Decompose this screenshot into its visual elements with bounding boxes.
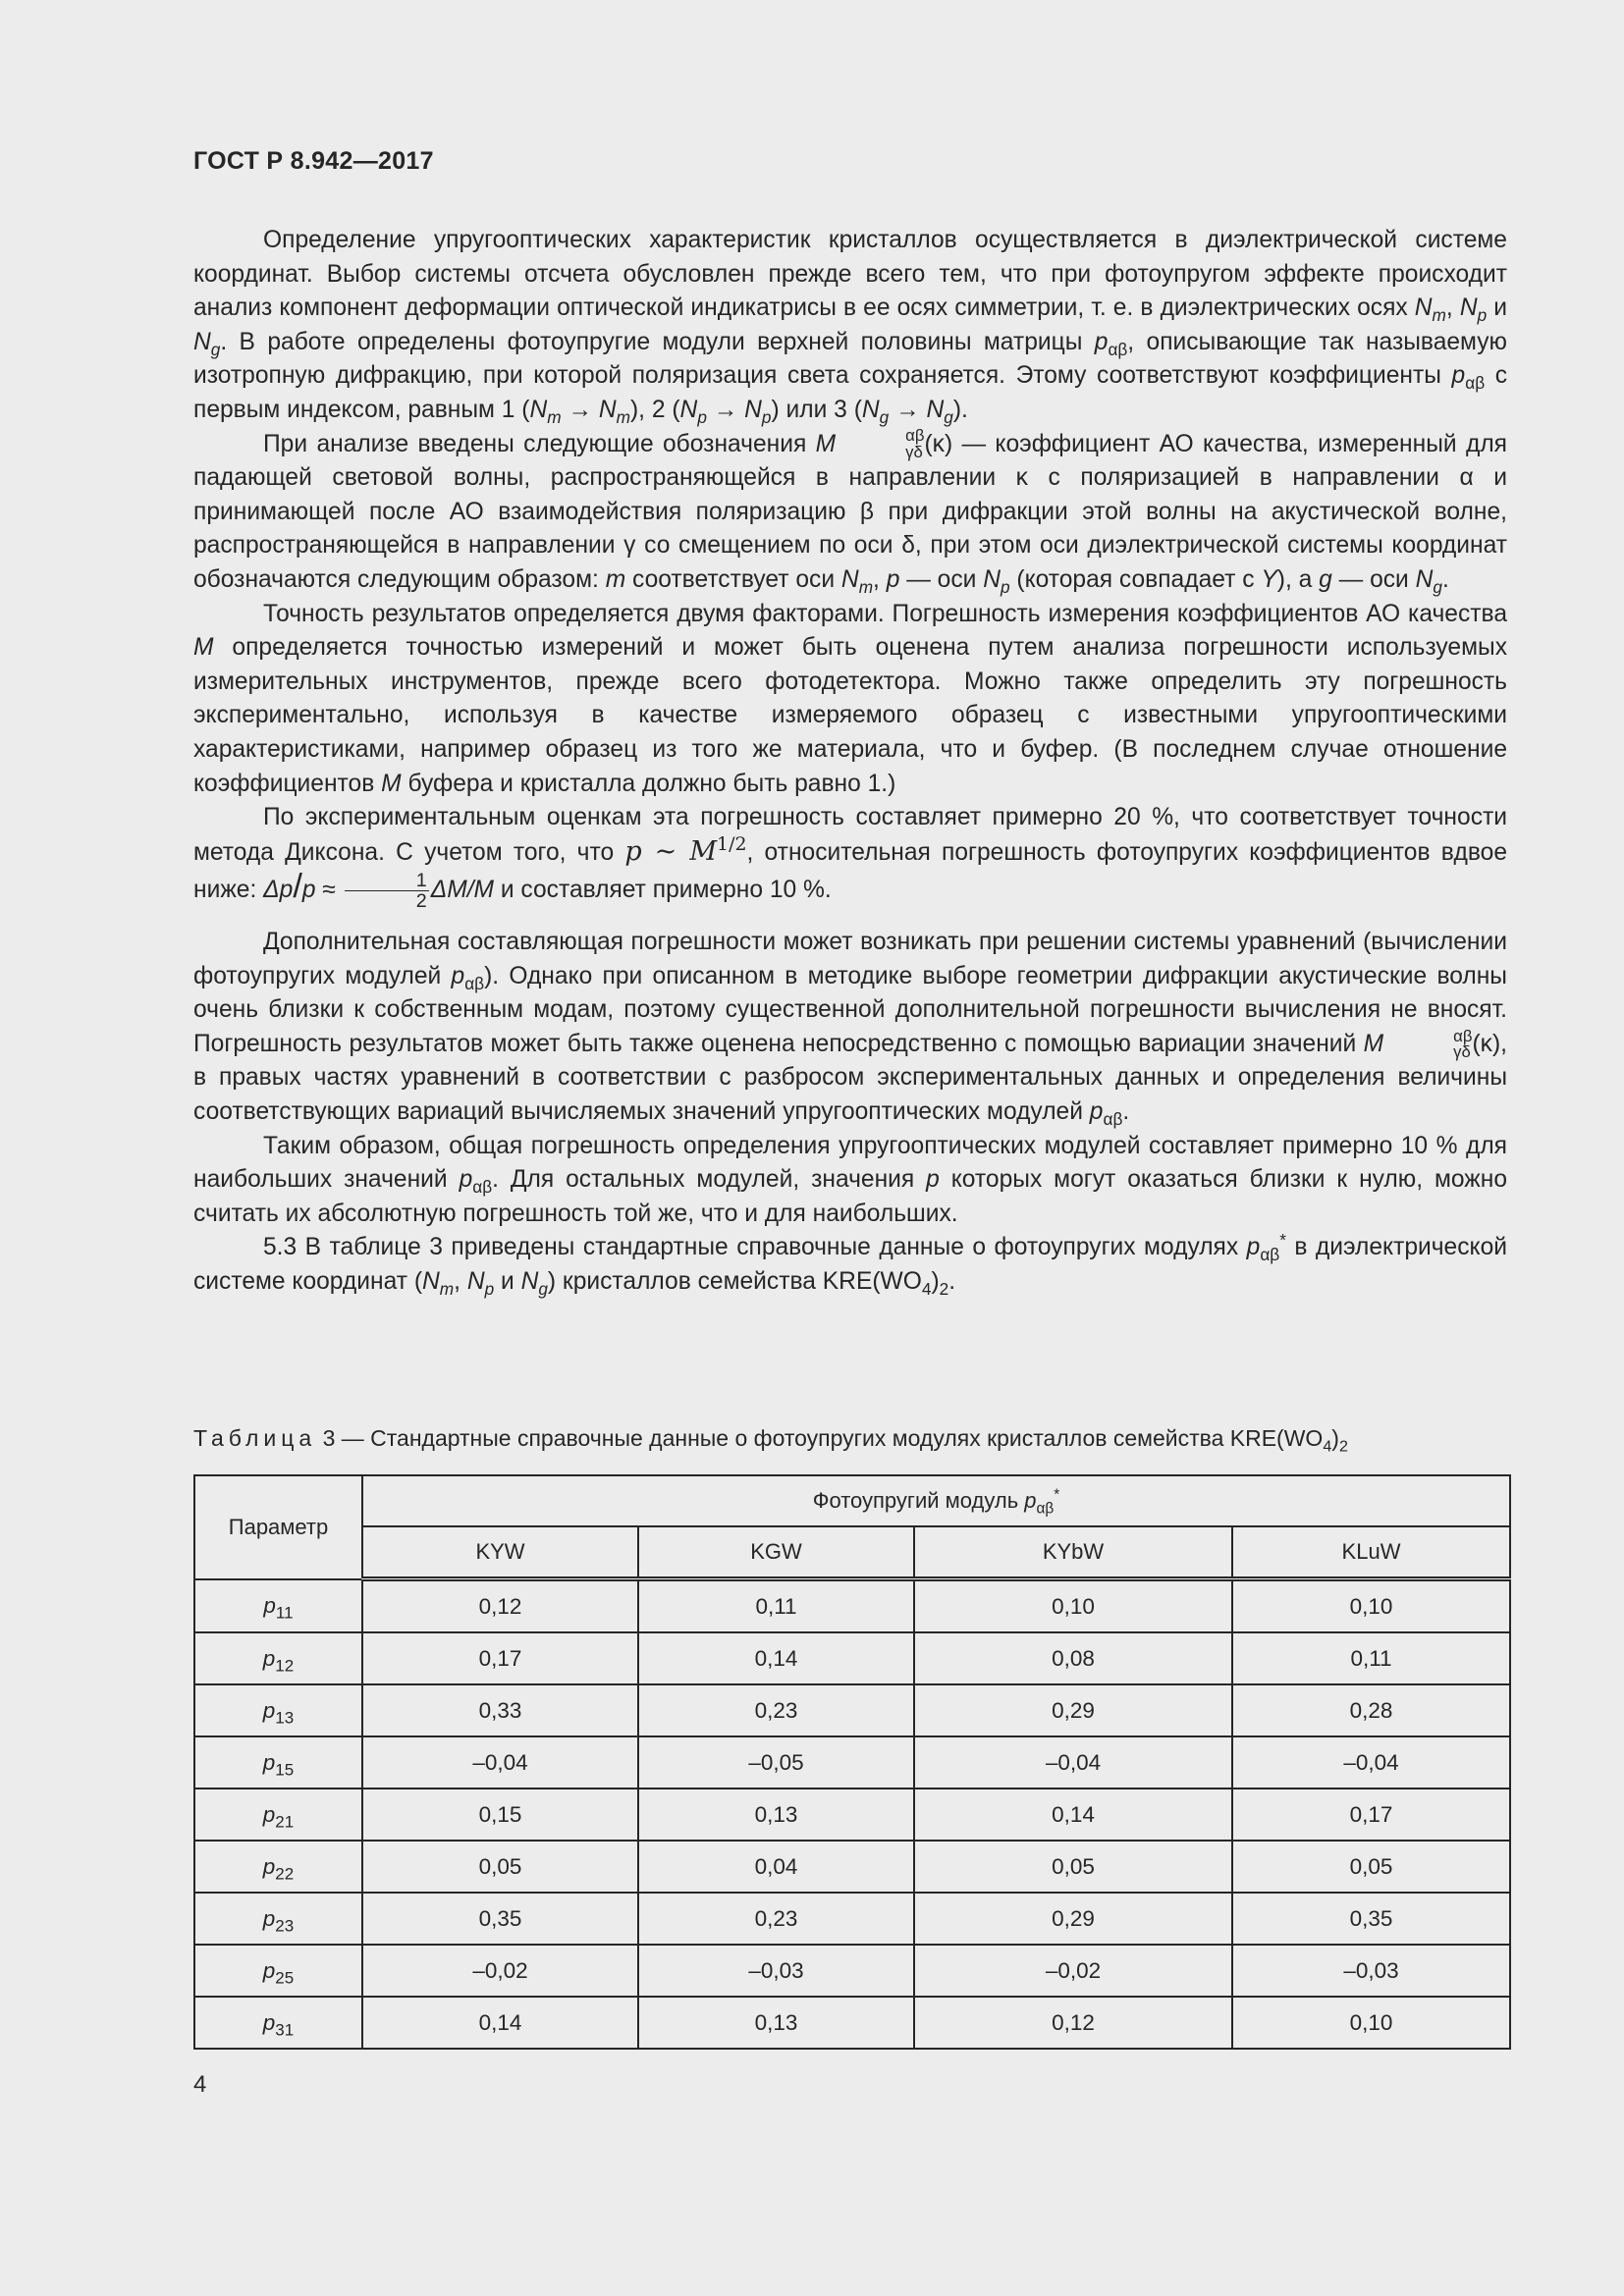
value-cell: –0,03	[1232, 1945, 1510, 1997]
table-row	[194, 1736, 1510, 1789]
value-cell: 0,14	[914, 1789, 1232, 1841]
paragraph-total-error: Таким образом, общая погрешность определения упругооптических модулей составляет примерно 10 % для наибольших значений $p_{\alpha\beta}$. Для остальных модулей, значения p которых могут оказаться близки к нулю, можно считать их абсолютную погрешность той же, что и для наибольших.	[193, 1132, 1507, 1227]
value-cell: –0,05	[638, 1736, 914, 1789]
column-header-parameter: Параметр	[194, 1475, 362, 1579]
value-cell: –0,03	[638, 1945, 914, 1997]
value-cell: 0,13	[638, 1997, 914, 2049]
value-cell: 0,05	[1232, 1841, 1510, 1893]
document-body	[193, 224, 1507, 1299]
paragraph-dixon-estimate: По экспериментальным оценкам эта погрешность составляет примерно 20 %, что соответствует точности метода Диксона. С учетом того, что p ~ $M^{1/2}$, относительная погрешность фотоупругих коэффициентов вдвое ниже: Δp/p ≈ $\frac{1}{2}$ ΔM/M и составляет примерно 10 %.	[193, 804, 1508, 913]
column-header-kybw: KYbW	[914, 1526, 1232, 1579]
value-cell: 0,28	[1232, 1684, 1510, 1736]
param-cell: $p_{11}$	[194, 1579, 362, 1633]
param-cell: $p_{22}$	[194, 1841, 362, 1893]
paragraph-accuracy: Точность результатов определяется двумя факторами. Погрешность измерения коэффициентов АО качества M определяется точностью измерений и может быть оценена путем анализа погрешности используемых измерительных инструментов, прежде всего фотодетектора. Можно также определить эту погрешность экспериментально, используя в качестве измеряемого образец с известными упругооптическими характеристиками, например образец из того же материала, что и буфер. (В последнем случае отношение коэффициентов M буфера и кристалла должно быть равно 1.)	[193, 600, 1507, 797]
table-caption: Таблица 3 — Стандартные справочные данные о фотоупругих модулях кристаллов семейства $KRE(WO_4)_2$	[193, 1425, 1348, 1456]
value-cell: 0,23	[638, 1684, 914, 1736]
param-cell: $p_{23}$	[194, 1893, 362, 1945]
param-cell: $p_{25}$	[194, 1945, 362, 1997]
value-cell: 0,17	[362, 1632, 638, 1684]
table-row	[194, 1684, 1510, 1736]
value-cell: 0,23	[638, 1893, 914, 1945]
paragraph-coordinate-system: Определение упругооптических характеристик кристаллов осуществляется в диэлектрической системе координат. Выбор системы отсчета обусловлен прежде всего тем, что при фотоупругом эффекте происходит анализ компонент деформации оптической индикатрисы в ее осях симметрии, т. е. в диэлектрических осях $N_m$, $N_p$ и $N_g$. В работе определены фотоупругие модули верхней половины матрицы $p_{\alpha\beta}$, описывающие так называемую изотропную дифракцию, при которой поляризация света сохраняется. Этому соответствуют коэффициенты $p_{\alpha\beta}$ с первым индексом, равным 1 $(N_m \to N_m)$, 2 $(N_p \to N_p)$ или 3 $(N_g \to N_g)$.	[193, 227, 1508, 427]
value-cell: 0,14	[638, 1632, 914, 1684]
column-header-kluw: KLuW	[1232, 1526, 1510, 1579]
table-row	[194, 1789, 1510, 1841]
formula-p-sim-m: p ~ $M^{1/2}$	[624, 832, 747, 867]
value-cell: 0,10	[1232, 1579, 1510, 1633]
value-cell: –0,04	[1232, 1736, 1510, 1789]
table-row	[194, 1893, 1510, 1945]
paragraph-section-5-3: 5.3 В таблице 3 приведены стандартные справочные данные о фотоупругих модулях $p_{\alpha\beta}^*$ в диэлектрической системе координат ($N_m$, $N_p$ и $N_g$) кристаллов семейства $KRE(WO_4)_2$.	[193, 1230, 1507, 1299]
table-row	[194, 1579, 1510, 1633]
value-cell: 0,11	[1232, 1632, 1510, 1684]
param-cell: $p_{12}$	[194, 1632, 362, 1684]
value-cell: 0,29	[914, 1893, 1232, 1945]
value-cell: 0,05	[362, 1841, 638, 1893]
value-cell: 0,08	[914, 1632, 1232, 1684]
value-cell: –0,02	[362, 1945, 638, 1997]
value-cell: 0,11	[638, 1579, 914, 1633]
column-group-header: Фотоупругий модуль $p_{\alpha\beta}^*$	[362, 1475, 1510, 1526]
param-cell: $p_{21}$	[194, 1789, 362, 1841]
value-cell: 0,10	[914, 1579, 1232, 1633]
value-cell: 0,29	[914, 1684, 1232, 1736]
table-row	[194, 1632, 1510, 1684]
formula-relative-error: Δp/p ≈ $\frac{1}{2}$ ΔM/M	[263, 868, 495, 913]
value-cell: –0,04	[914, 1736, 1232, 1789]
value-cell: 0,04	[638, 1841, 914, 1893]
value-cell: 0,17	[1232, 1789, 1510, 1841]
param-cell: $p_{15}$	[194, 1736, 362, 1789]
value-cell: 0,10	[1232, 1997, 1510, 2049]
value-cell: 0,13	[638, 1789, 914, 1841]
document-header: ГОСТ Р 8.942—2017	[193, 147, 434, 175]
value-cell: 0,35	[1232, 1893, 1510, 1945]
value-cell: 0,35	[362, 1893, 638, 1945]
table-row	[194, 1945, 1510, 1997]
paragraph-notation: При анализе введены следующие обозначения M αβ γδ (κ) — коэффициент АО качества, измеренный для падающей световой волны, распространяющейся в направлении κ с поляризацией в направлении α и принимающей после АО взаимодействия поляризацию β при дифракции этой волны на акустической волне, распространяющейся в направлении γ со смещением по оси δ, при этом оси диэлектрической системы координат обозначаются следующим образом: m соответствует оси $N_m$, p — оси $N_p$ (которая совпадает с Y), а g — оси $N_g$.	[193, 426, 1507, 597]
value-cell: 0,14	[362, 1997, 638, 2049]
value-cell: –0,02	[914, 1945, 1232, 1997]
value-cell: 0,12	[914, 1997, 1232, 2049]
value-cell: –0,04	[362, 1736, 638, 1789]
column-header-kyw: KYW	[362, 1526, 638, 1579]
value-cell: 0,15	[362, 1789, 638, 1841]
param-cell: $p_{31}$	[194, 1997, 362, 2049]
column-header-kgw: KGW	[638, 1526, 914, 1579]
photoelastic-moduli-table	[193, 1474, 1511, 2050]
param-cell: $p_{13}$	[194, 1684, 362, 1736]
table-row	[194, 1841, 1510, 1893]
value-cell: 0,05	[914, 1841, 1232, 1893]
value-cell: 0,12	[362, 1579, 638, 1633]
page-number: 4	[193, 2071, 207, 2098]
table-row	[194, 1997, 1510, 2049]
value-cell: 0,33	[362, 1684, 638, 1736]
paragraph-additional-error: Дополнительная составляющая погрешности может возникать при решении системы уравнений (вычислении фотоупругих модулей $p_{\alpha\beta}$). Однако при описанном в методике выборе геометрии дифракции акустические волны очень близки к собственным модам, поэтому существенной дополнительной погрешности вычисления не вносят. Погрешность результатов может быть также оценена непосредственно с помощью вариации значений M αβ γδ (κ), в правых частях уравнений в соответствии с разбросом экспериментальных данных и определения величины соответствующих вариаций вычисляемых значений упругооптических модулей $p_{\alpha\beta}$.	[193, 928, 1507, 1129]
